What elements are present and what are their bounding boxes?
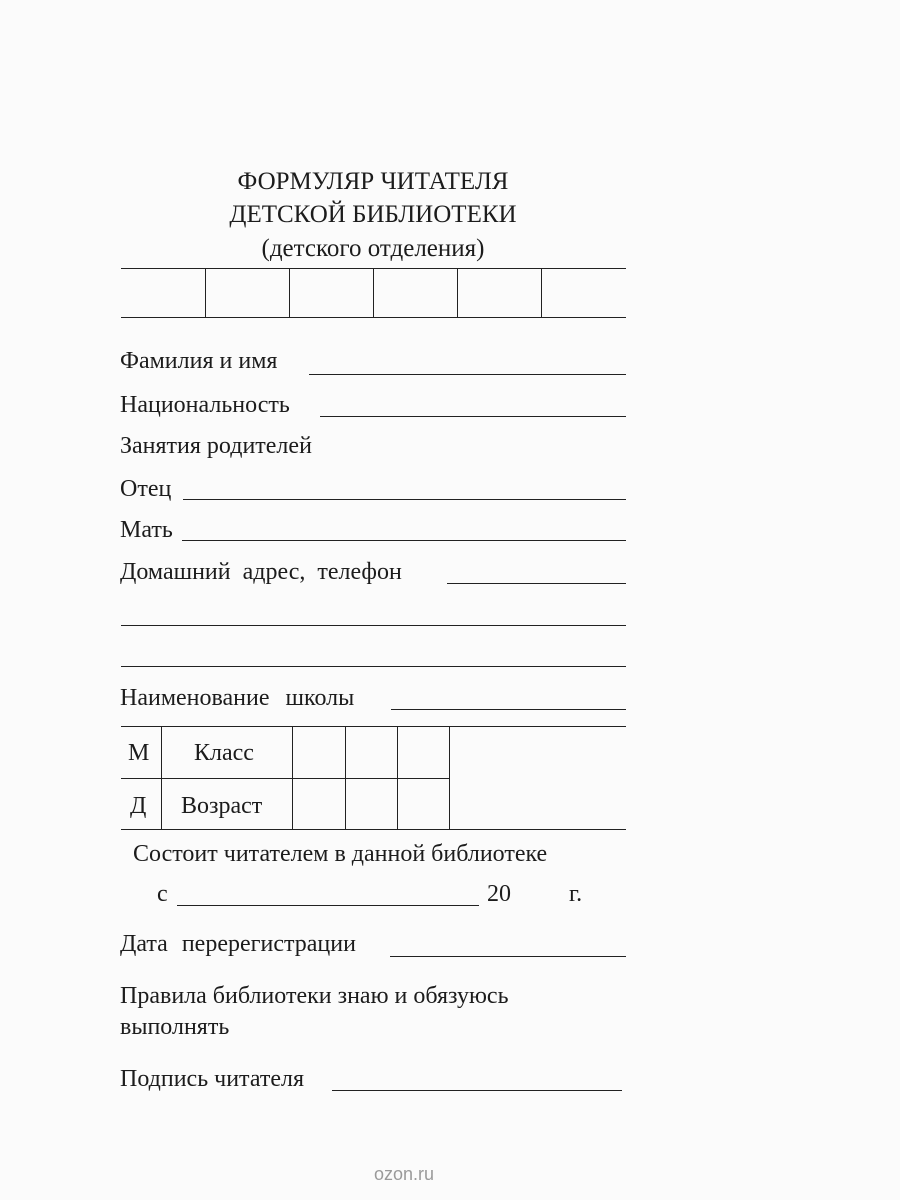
grid-divider [345,726,346,829]
reregistration-label: Дата перерегистрации [120,931,356,957]
home-address-field[interactable] [447,583,626,584]
box-divider [541,268,542,317]
surname-name-label: Фамилия и имя [120,348,278,374]
female-letter: Д [130,793,147,819]
box-divider [289,268,290,317]
grid-top-line [121,726,626,727]
form-subtitle-parenthetical: (детского отделения) [261,235,485,262]
class-cell[interactable] [294,728,344,777]
year-suffix: г. [569,881,583,907]
signature-label: Подпись читателя [120,1066,305,1092]
mother-field[interactable] [182,540,626,541]
box-divider [205,268,206,317]
class-cell[interactable] [347,728,396,777]
parents-occupation-label: Занятия родителей [120,433,312,459]
class-cell[interactable] [399,728,448,777]
male-letter: М [128,740,150,766]
century-label: 20 [487,881,511,907]
age-cell[interactable] [399,780,448,828]
home-address-label: Домашний адрес, телефон [120,559,402,585]
grid-middle-line [121,778,449,779]
school-name-label: Наименование школы [120,685,355,711]
grid-divider [449,726,450,829]
ozon-watermark: ozon.ru [374,1164,435,1184]
nationality-label: Национальность [120,392,290,418]
home-address-field-extra[interactable] [121,666,626,667]
since-prefix: с [157,881,168,907]
reregistration-field[interactable] [390,956,626,957]
signature-field[interactable] [332,1090,622,1091]
grid-divider [397,726,398,829]
grid-divider [292,726,293,829]
grid-divider [161,726,162,829]
box-divider [373,268,374,317]
rules-line-1: Правила библиотеки знаю и обязуюсь [120,983,509,1009]
home-address-field-extra[interactable] [121,625,626,626]
father-field[interactable] [183,499,626,500]
nationality-field[interactable] [320,416,626,417]
box-divider [457,268,458,317]
surname-name-field[interactable] [309,374,626,375]
boxes-bottom-line [121,317,626,318]
class-label: Класс [194,740,254,766]
age-cell[interactable] [294,780,344,828]
school-name-field[interactable] [391,709,626,710]
rules-line-2: выполнять [120,1014,230,1040]
mother-label: Мать [120,517,173,543]
membership-label: Состоит читателем в данной библиотеке [133,841,548,867]
age-cell[interactable] [347,780,396,828]
membership-date-field[interactable] [177,905,479,906]
form-subtitle: ДЕТСКОЙ БИБЛИОТЕКИ [229,201,517,228]
father-label: Отец [120,476,172,502]
form-title: ФОРМУЛЯР ЧИТАТЕЛЯ [237,168,509,195]
grid-bottom-line [121,829,626,830]
age-label: Возраст [181,793,263,819]
